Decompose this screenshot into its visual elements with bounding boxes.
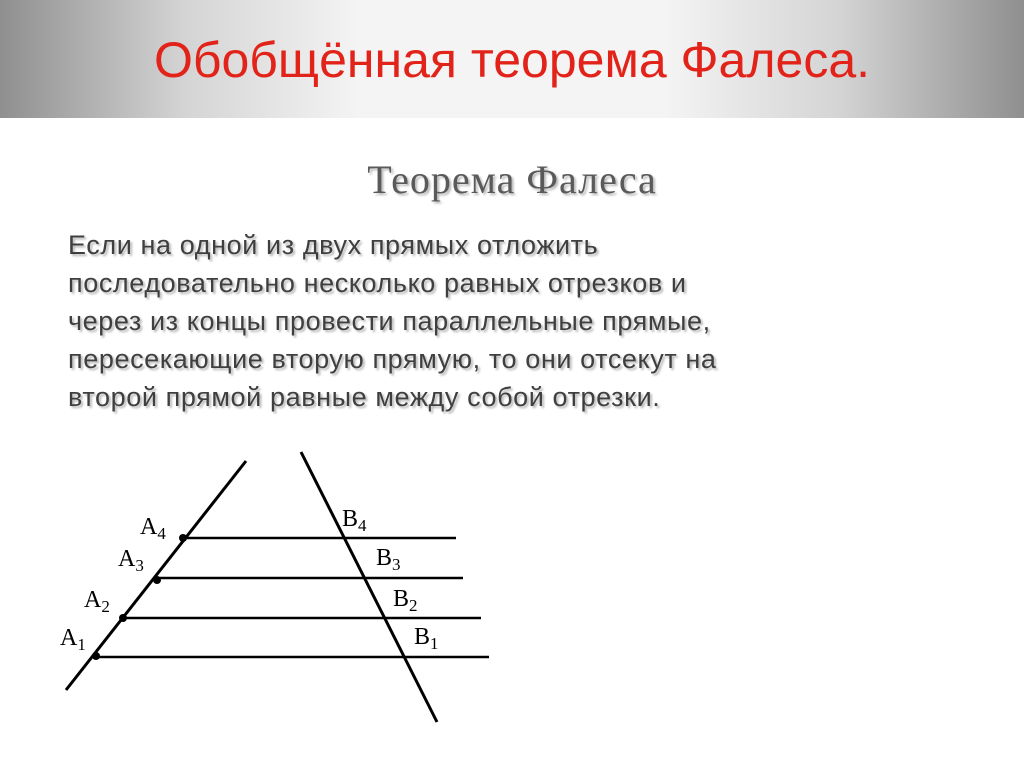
statement-line: пересекающие вторую прямую, то они отсекут на	[68, 344, 717, 374]
statement-line: через из концы провести параллельные прямые,	[68, 306, 711, 336]
statement-line: Если на одной из двух прямых отложить	[68, 230, 599, 260]
label-b3: $B_3$	[376, 545, 401, 574]
label-a4: $A_4$	[140, 514, 166, 543]
slide-title: Обобщённая теорема Фалеса.	[153, 32, 871, 88]
point-a4	[179, 534, 187, 542]
label-b4: $B_4$	[342, 506, 367, 535]
label-b2: $B_2$	[393, 586, 418, 615]
label-a2: $A_2$	[84, 587, 110, 616]
statement-line: последовательно несколько равных отрезков и	[68, 268, 687, 298]
point-a2	[119, 614, 127, 622]
label-a3: $A_3$	[118, 546, 144, 575]
right-line	[301, 452, 437, 722]
theorem-heading: Теорема Фалеса	[367, 157, 657, 202]
point-a3	[153, 576, 161, 584]
point-a1	[92, 652, 100, 660]
label-a1: $A_1$	[60, 625, 86, 654]
statement-line: второй прямой равные между собой отрезки.	[68, 382, 661, 412]
label-b1: $B_1$	[414, 624, 439, 653]
